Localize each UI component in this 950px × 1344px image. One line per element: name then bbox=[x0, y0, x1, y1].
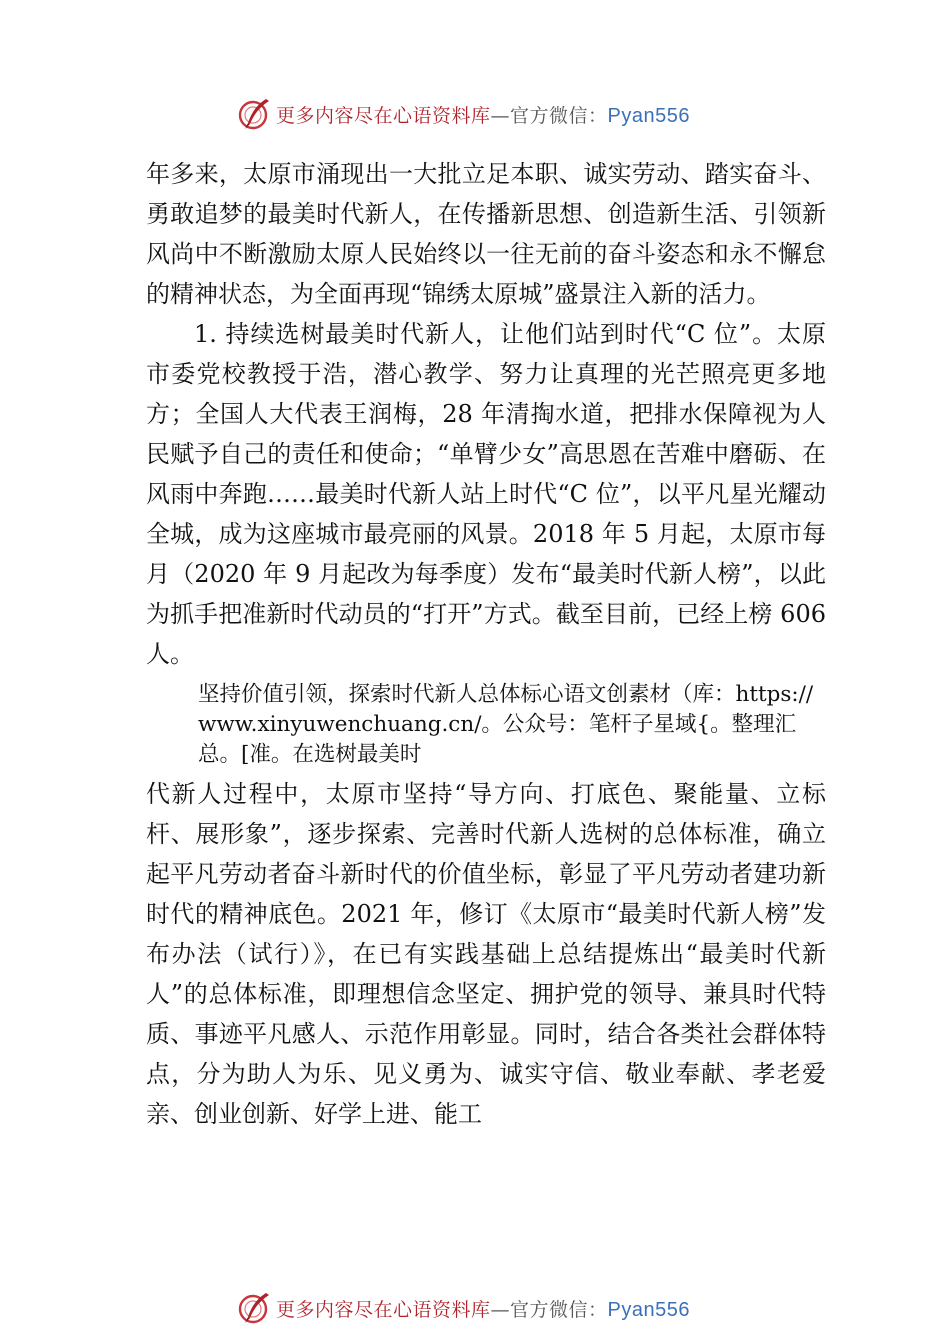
paragraph-1: 年多来，太原市涌现出一大批立足本职、诚实劳动、踏实奋斗、勇敢追梦的最美时代新人，在传播新思想、创造新生活、引领新风尚中不断激励太原人民始终以一往无前的奋斗姿态和永不懈怠的精神状态，为全面再现“锦绣太原城”盛景注入新的活力。 bbox=[146, 160, 826, 308]
header-brand: 更多内容尽在心语资料库 bbox=[276, 104, 491, 127]
footer-wechat-label: 官方微信： bbox=[510, 1298, 608, 1321]
paragraph-3: 代新人过程中，太原市坚持“导方向、打底色、聚能量、立标杆、展形象”，逐步探索、完善时代新人选树的总体标准，确立起平凡劳动者奋斗新时代的价值坐标，彰显了平凡劳动者建功新时代的精神底色。2021 年，修订《太原市“最美时代新人榜”发布办法（试行）》，在已有实践基础上总结提炼出“最美时代新人”的总体标准，即理想信念坚定、拥护党的领导、兼具时代特质、事迹平凡感人、示范作用彰显。同时，结合各类社会群体特点，分为助人为乐、见义勇为、诚实守信、敬业奉献、孝老爱亲、创业创新、好学上进、能工 bbox=[146, 780, 826, 1128]
footer-wechat-id: Pyan556 bbox=[607, 1298, 690, 1321]
footer-banner bbox=[236, 1288, 690, 1328]
footer-dash: — bbox=[490, 1298, 511, 1321]
header-wechat-label: 官方微信： bbox=[510, 104, 608, 127]
inserted-note: 坚持价值引领，探索时代新人总体标心语文创素材（库：https://www.xinyuwenchuang.cn/。公众号：笔杆子星域{。整理汇总。[准。在选树最美时 bbox=[198, 682, 814, 767]
footer-brand: 更多内容尽在心语资料库 bbox=[276, 1298, 491, 1321]
header-banner bbox=[236, 94, 690, 134]
footer-text bbox=[276, 1295, 690, 1322]
header-dash: — bbox=[490, 104, 511, 127]
paragraph-2: 1. 持续选树最美时代新人，让他们站到时代“C 位”。太原市委党校教授于浩，潜心教学、努力让真理的光芒照亮更多地方；全国人大代表王润梅，28 年清掏水道，把排水保障视为人民赋予自己的责任和使命；“单臂少女”高思恩在苦难中磨砺、在风雨中奔跑……最美时代新人站上时代“C 位”，以平凡星光耀动全城，成为这座城市最亮丽的风景。2018 年 5 月起，太原市每月（2020 年 9 月起改为每季度）发布“最美时代新人榜”，以此为抓手把准新时代动员的“打开”方式。截至目前，已经上榜 606 人。 bbox=[146, 320, 826, 668]
quill-logo-icon bbox=[236, 96, 272, 132]
quill-logo-icon bbox=[236, 1290, 272, 1326]
header-text bbox=[276, 101, 690, 128]
document-body bbox=[146, 154, 826, 1134]
header-wechat-id: Pyan556 bbox=[607, 104, 690, 127]
